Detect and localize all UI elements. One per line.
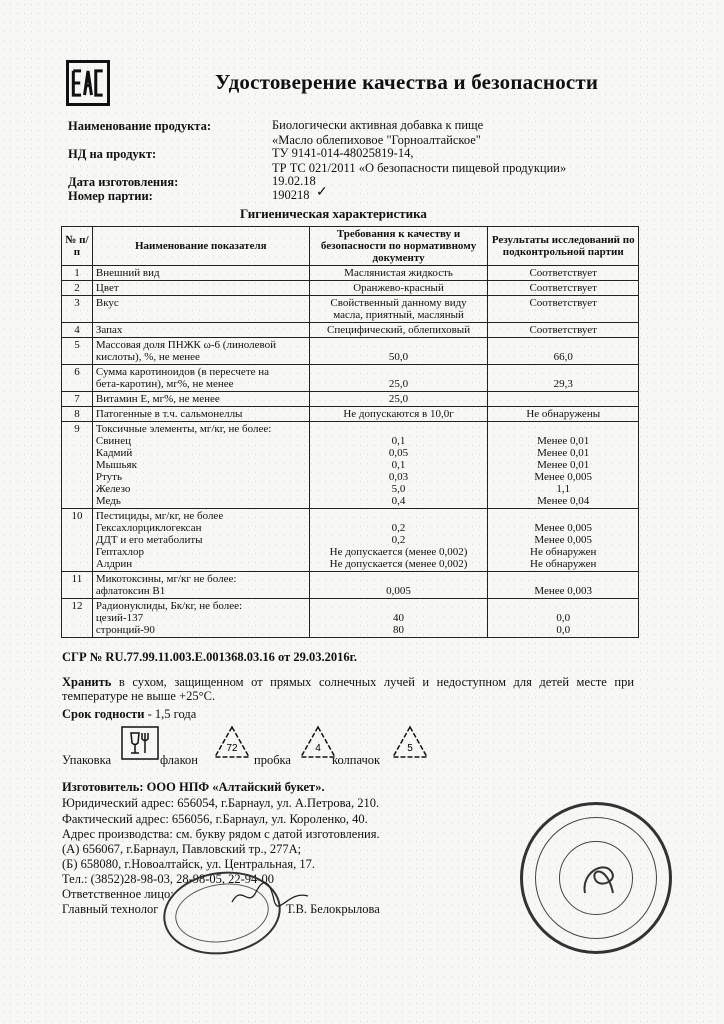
row-indicator-line: Мышьяк — [95, 459, 137, 471]
eac-mark-icon — [69, 63, 107, 103]
phone: Тел.: (3852)28-98-03, 28-98-05, 22-94-00 — [62, 872, 274, 886]
row-result-line: Соответствует — [529, 267, 597, 279]
row-result — [488, 338, 639, 365]
nd-line2: ТР ТС 021/2011 «О безопасности пищевой продукции» — [272, 161, 567, 175]
row-result-line: 1,1 — [556, 483, 571, 495]
row-result-line: Менее 0,01 — [537, 459, 590, 471]
row-requirement — [309, 296, 488, 323]
svg-text:5: 5 — [407, 743, 413, 754]
row-result-line: Менее 0,005 — [534, 471, 593, 483]
row-indicator-line: Пестициды, мг/кг, не более — [95, 510, 224, 522]
row-requirement — [309, 407, 488, 422]
row-requirement-line: 0,1 — [391, 459, 406, 471]
row-indicator — [92, 407, 309, 422]
row-result — [488, 266, 639, 281]
row-result-line: 0,0 — [556, 612, 571, 624]
row-requirement-line: 40 — [393, 612, 405, 624]
row-result-line — [491, 600, 635, 612]
food-safe-glass-fork-icon — [120, 723, 160, 763]
row-requirement-line: 0,005 — [386, 585, 411, 597]
row-result — [488, 296, 639, 323]
row-number: 10 — [62, 509, 93, 572]
row-indicator — [92, 509, 309, 572]
row-result-line: 66,0 — [553, 351, 573, 363]
row-requirement-line — [313, 600, 485, 612]
row-requirement-line: 0,4 — [391, 495, 406, 507]
row-requirement-line — [313, 423, 485, 435]
shelf-life-value: - 1,5 года — [147, 707, 197, 721]
row-requirement-line: Не допускается (менее 0,002) — [329, 546, 468, 558]
probka-label: пробка — [254, 753, 291, 767]
row-result-line: Менее 0,01 — [537, 447, 590, 459]
table-row — [62, 392, 639, 407]
row-indicator-line: Витамин Е, мг%, не менее — [95, 393, 220, 405]
row-indicator — [92, 323, 309, 338]
row-result-line: Соответствует — [529, 282, 597, 294]
manufacturer-label: Изготовитель: — [62, 780, 144, 794]
row-result-line: Соответствует — [529, 324, 597, 336]
row-requirement-line: Не допускается (менее 0,002) — [329, 558, 468, 570]
row-result — [488, 323, 639, 338]
row-indicator-line: ДДТ и его метаболиты — [95, 534, 203, 546]
table-row — [62, 281, 639, 296]
row-result-line: Менее 0,005 — [534, 522, 593, 534]
company-seal — [520, 802, 672, 954]
storage-text: в сухом, защищенном от прямых солнечных лучей и недоступном для детей месте при температуре не выше +25°С. — [62, 675, 635, 703]
col-result-header: Результаты исследований по подконтрольной партии — [488, 227, 639, 266]
row-result — [488, 281, 639, 296]
row-result — [488, 599, 639, 638]
row-number: 12 — [62, 599, 93, 638]
row-number: 11 — [62, 572, 93, 599]
row-requirement-line: 0,2 — [391, 522, 406, 534]
table-row — [62, 296, 639, 323]
row-result — [488, 365, 639, 392]
row-indicator — [92, 281, 309, 296]
nd-label: НД на продукт: — [68, 147, 157, 161]
kolpachok-label: колпачок — [332, 753, 381, 767]
table-row — [62, 422, 639, 509]
seal-emblem-icon — [573, 853, 625, 905]
row-requirement-line — [313, 573, 485, 585]
row-indicator-line: бета-каротин), мг%, не менее — [95, 378, 234, 390]
row-result-line: Не обнаружены — [526, 408, 601, 420]
table-header-row — [62, 227, 639, 266]
row-requirement-line: 0,2 — [391, 534, 406, 546]
row-number: 7 — [62, 392, 93, 407]
row-result-line: Менее 0,01 — [537, 435, 590, 447]
row-indicator-line: Токсичные элементы, мг/кг, не более: — [95, 423, 272, 435]
row-indicator-line: Медь — [95, 495, 121, 507]
row-number: 1 — [62, 266, 93, 281]
row-result-line: Менее 0,003 — [534, 585, 593, 597]
table-row — [62, 323, 639, 338]
chief-technologist-label: Главный технолог — [62, 902, 159, 916]
row-requirement — [309, 365, 488, 392]
production-address: Адрес производства: см. букву рядом с датой изготовления. — [62, 827, 380, 841]
packaging-row — [62, 723, 442, 773]
table-row — [62, 266, 639, 281]
nd-line1: ТУ 9141-014-48025819-14, — [272, 146, 414, 160]
row-requirement-line: 0,1 — [391, 435, 406, 447]
table-row — [62, 338, 639, 365]
row-requirement-line: 5,0 — [391, 483, 406, 495]
row-indicator — [92, 365, 309, 392]
shelf-life-label: Срок годности — [62, 707, 145, 721]
row-result-line — [491, 423, 635, 435]
row-result-line — [491, 393, 635, 405]
row-requirement-line: масла, приятный, масляный — [333, 309, 464, 321]
row-indicator-line: Железо — [95, 483, 131, 495]
row-indicator — [92, 296, 309, 323]
row-indicator-line: Цвет — [95, 282, 119, 294]
row-requirement-line: 0,03 — [388, 471, 409, 483]
section-title: Гигиеническая характеристика — [240, 206, 427, 221]
row-indicator — [92, 422, 309, 509]
flacon-label: флакон — [160, 753, 198, 767]
batch-number-value: 190218 — [272, 188, 310, 202]
table-row — [62, 599, 639, 638]
row-indicator-line: Массовая доля ПНЖК ω-6 (линолевой — [95, 339, 276, 351]
storage-label: Хранить — [62, 675, 112, 689]
row-indicator-line: Запах — [95, 324, 123, 336]
table-row — [62, 407, 639, 422]
product-name-line1: Биологически активная добавка к пище — [272, 118, 484, 132]
row-number: 9 — [62, 422, 93, 509]
row-indicator-line: Гептахлор — [95, 546, 144, 558]
row-indicator-line: цезий-137 — [95, 612, 144, 624]
row-requirement-line: Оранжево-красный — [353, 282, 444, 294]
row-result-line: Соответствует — [529, 297, 597, 309]
checkmark-icon: ✓ — [316, 185, 328, 200]
row-indicator — [92, 599, 309, 638]
eac-logo — [66, 60, 110, 106]
row-requirement — [309, 422, 488, 509]
table-row — [62, 509, 639, 572]
row-indicator-line: кислоты), %, не менее — [95, 351, 200, 363]
row-requirement — [309, 599, 488, 638]
col-number-header: № п/п — [62, 227, 93, 266]
batch-number-label: Номер партии: — [68, 189, 153, 203]
row-number: 4 — [62, 323, 93, 338]
row-number: 8 — [62, 407, 93, 422]
row-result-line: 29,3 — [553, 378, 573, 390]
row-indicator-line: Свинец — [95, 435, 131, 447]
address-a: (А) 656067, г.Барнаул, Павловский тр., 277А; — [62, 842, 302, 856]
row-requirement-line — [313, 366, 485, 378]
product-name-line2: «Масло облепиховое "Горноалтайское" — [272, 133, 481, 147]
row-indicator-line: Микотоксины, мг/кг не более: — [95, 573, 237, 585]
row-result — [488, 422, 639, 509]
recycle-72-icon — [212, 723, 252, 763]
row-result-line: Не обнаружен — [530, 546, 597, 558]
manufacture-date-value: 19.02.18 — [272, 174, 316, 188]
row-indicator-line: Гексахлорциклогексан — [95, 522, 202, 534]
row-requirement-line: 0,05 — [388, 447, 409, 459]
row-result-line — [491, 339, 635, 351]
row-requirement-line: 80 — [393, 624, 405, 636]
actual-address: Фактический адрес: 656056, г.Барнаул, ул. Короленко, 40. — [62, 812, 368, 826]
row-requirement-line — [313, 510, 485, 522]
row-requirement — [309, 338, 488, 365]
row-requirement-line: Специфический, облепиховый — [326, 324, 471, 336]
row-result-line: Не обнаружен — [530, 558, 597, 570]
row-result-line — [491, 573, 635, 585]
row-indicator-line: Алдрин — [95, 558, 133, 570]
row-result-line: Менее 0,005 — [534, 534, 593, 546]
row-indicator — [92, 338, 309, 365]
row-indicator-line: стронций-90 — [95, 624, 155, 636]
svg-text:4: 4 — [315, 743, 321, 754]
responsible-person-label: Ответственное лицо: — [62, 887, 174, 901]
col-requirement-header: Требования к качеству и безопасности по нормативному документу — [309, 227, 488, 266]
row-requirement-line: 25,0 — [388, 378, 409, 390]
row-requirement-line: Свойственный данному виду — [330, 297, 467, 309]
row-requirement — [309, 392, 488, 407]
row-result-line: 0,0 — [556, 624, 571, 636]
row-number: 2 — [62, 281, 93, 296]
manufacturer — [62, 780, 325, 795]
row-requirement-line: Не допускаются в 10,0г — [343, 408, 454, 420]
manufacturer-name: ООО НПФ «Алтайский букет». — [146, 780, 325, 794]
row-result — [488, 407, 639, 422]
table-body — [62, 266, 639, 638]
manufacture-date-label: Дата изготовления: — [68, 175, 179, 189]
row-requirement — [309, 266, 488, 281]
row-indicator-line: Патогенные в т.ч. сальмонеллы — [95, 408, 243, 420]
row-indicator — [92, 572, 309, 599]
legal-address: Юридический адрес: 656054, г.Барнаул, ул. А.Петрова, 210. — [62, 796, 380, 810]
row-indicator-line: Вкус — [95, 297, 119, 309]
row-indicator-line: афлатоксин В1 — [95, 585, 166, 597]
row-result — [488, 572, 639, 599]
storage-conditions — [62, 675, 634, 703]
row-number: 3 — [62, 296, 93, 323]
row-indicator-line: Сумма каротиноидов (в пересчете на — [95, 366, 270, 378]
signature — [230, 880, 310, 910]
packaging-label: Упаковка — [62, 753, 112, 767]
row-result-line: Менее 0,04 — [537, 495, 590, 507]
row-result-line — [491, 510, 635, 522]
sgr-number: СГР № RU.77.99.11.003.Е.001368.03.16 от 29.03.2016г. — [62, 650, 357, 664]
address-b: (Б) 658080, г.Новоалтайск, ул. Центральная, 17. — [62, 857, 315, 871]
row-indicator-line: Внешний вид — [95, 267, 160, 279]
row-result — [488, 509, 639, 572]
row-requirement-line: Маслянистая жидкость — [344, 267, 453, 279]
product-name-label: Наименование продукта: — [68, 119, 211, 133]
row-requirement — [309, 509, 488, 572]
col-name-header: Наименование показателя — [92, 227, 309, 266]
row-requirement-line — [313, 339, 485, 351]
row-number: 5 — [62, 338, 93, 365]
document-title: Удостоверение качества и безопасности — [215, 70, 599, 94]
row-requirement-line: 50,0 — [388, 351, 409, 363]
row-indicator — [92, 266, 309, 281]
table-row — [62, 365, 639, 392]
row-result-line — [491, 366, 635, 378]
row-indicator-line: Ртуть — [95, 471, 122, 483]
row-indicator — [92, 392, 309, 407]
row-requirement — [309, 323, 488, 338]
row-requirement — [309, 572, 488, 599]
signer-name: Т.В. Белокрылова — [286, 902, 380, 916]
row-requirement — [309, 281, 488, 296]
table-row — [62, 572, 639, 599]
row-requirement-line: 25,0 — [388, 393, 409, 405]
svg-text:72: 72 — [226, 743, 238, 754]
row-indicator-line: Кадмий — [95, 447, 133, 459]
recycle-5-icon — [390, 723, 430, 763]
row-indicator-line: Радионуклиды, Бк/кг, не более: — [95, 600, 243, 612]
row-result — [488, 392, 639, 407]
shelf-life — [62, 707, 196, 722]
hygiene-table — [61, 226, 639, 638]
row-number: 6 — [62, 365, 93, 392]
